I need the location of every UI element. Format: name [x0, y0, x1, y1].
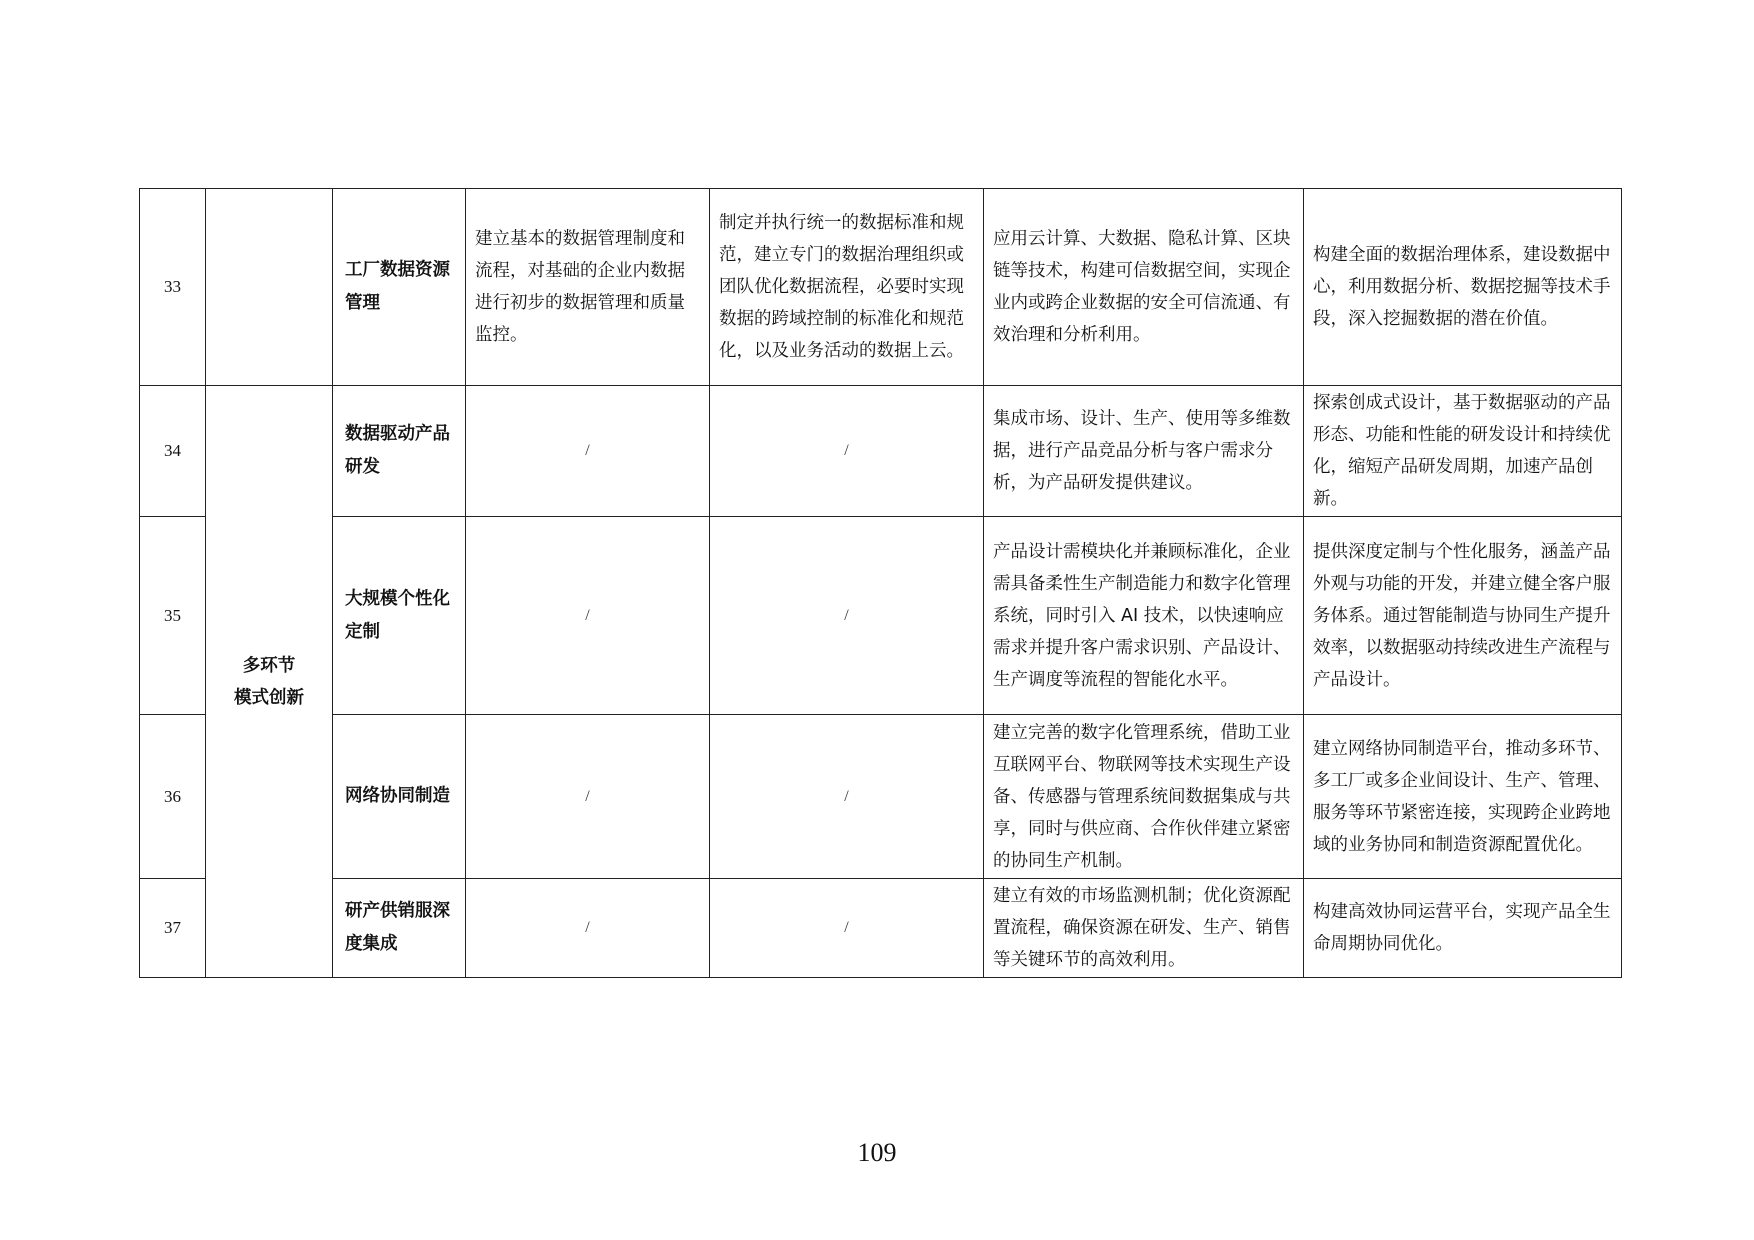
level3-requirement: 建立有效的市场监测机制；优化资源配置流程，确保资源在研发、生产、销售等关键环节的高效利用。	[984, 879, 1304, 978]
level1-requirement: /	[466, 879, 710, 978]
level4-requirement: 建立网络协同制造平台，推动多环节、多工厂或多企业间设计、生产、管理、服务等环节紧密连接，实现跨企业跨地域的业务协同和制造资源配置优化。	[1304, 715, 1622, 879]
level3-requirement: 建立完善的数字化管理系统，借助工业互联网平台、物联网等技术实现生产设备、传感器与管理系统间数据集成与共享，同时与供应商、合作伙伴建立紧密的协同生产机制。	[984, 715, 1304, 879]
scene-name: 研产供销服深度集成	[333, 879, 466, 978]
level2-requirement: /	[710, 386, 984, 517]
level4-requirement: 提供深度定制与个性化服务，涵盖产品外观与功能的开发，并建立健全客户服务体系。通过智能制造与协同生产提升效率，以数据驱动持续改进生产流程与产品设计。	[1304, 517, 1622, 715]
table-row	[140, 189, 1622, 386]
table-row	[140, 879, 1622, 978]
level2-requirement: /	[710, 715, 984, 879]
scene-name: 大规模个性化定制	[333, 517, 466, 715]
level3-requirement: 应用云计算、大数据、隐私计算、区块链等技术，构建可信数据空间，实现企业内或跨企业数据的安全可信流通、有效治理和分析利用。	[984, 189, 1304, 386]
level4-requirement: 构建全面的数据治理体系，建设数据中心，利用数据分析、数据挖掘等技术手段，深入挖掘数据的潜在价值。	[1304, 189, 1622, 386]
page-number: 109	[857, 1138, 897, 1167]
level3-requirement: 集成市场、设计、生产、使用等多维数据，进行产品竞品分析与客户需求分析，为产品研发提供建议。	[984, 386, 1304, 517]
level2-requirement: /	[710, 517, 984, 715]
level1-requirement: 建立基本的数据管理制度和流程，对基础的企业内数据进行初步的数据管理和质量监控。	[466, 189, 710, 386]
row-number: 34	[140, 386, 206, 517]
row-number: 35	[140, 517, 206, 715]
table-row	[140, 715, 1622, 879]
category-text: 多环节 模式创新	[234, 655, 304, 708]
level3-requirement: 产品设计需模块化并兼顾标准化，企业需具备柔性生产制造能力和数字化管理系统，同时引入 AI 技术，以快速响应需求并提升客户需求识别、产品设计、生产调度等流程的智能化水平。	[984, 517, 1304, 715]
requirements-table	[139, 188, 1622, 978]
row-number: 37	[140, 879, 206, 978]
category-label	[206, 386, 333, 978]
level2-requirement: /	[710, 879, 984, 978]
level1-requirement: /	[466, 715, 710, 879]
table-row	[140, 386, 1622, 517]
level4-requirement: 构建高效协同运营平台，实现产品全生命周期协同优化。	[1304, 879, 1622, 978]
level4-requirement: 探索创成式设计，基于数据驱动的产品形态、功能和性能的研发设计和持续优化，缩短产品研发周期，加速产品创新。	[1304, 386, 1622, 517]
scene-name: 工厂数据资源管理	[333, 189, 466, 386]
scene-name: 网络协同制造	[333, 715, 466, 879]
level1-requirement: /	[466, 517, 710, 715]
level2-requirement: 制定并执行统一的数据标准和规范，建立专门的数据治理组织或团队优化数据流程，必要时实现数据的跨域控制的标准化和规范化，以及业务活动的数据上云。	[710, 189, 984, 386]
level1-requirement: /	[466, 386, 710, 517]
scene-name: 数据驱动产品研发	[333, 386, 466, 517]
category-cell-empty	[206, 189, 333, 386]
row-number: 36	[140, 715, 206, 879]
table-row	[140, 517, 1622, 715]
row-number: 33	[140, 189, 206, 386]
